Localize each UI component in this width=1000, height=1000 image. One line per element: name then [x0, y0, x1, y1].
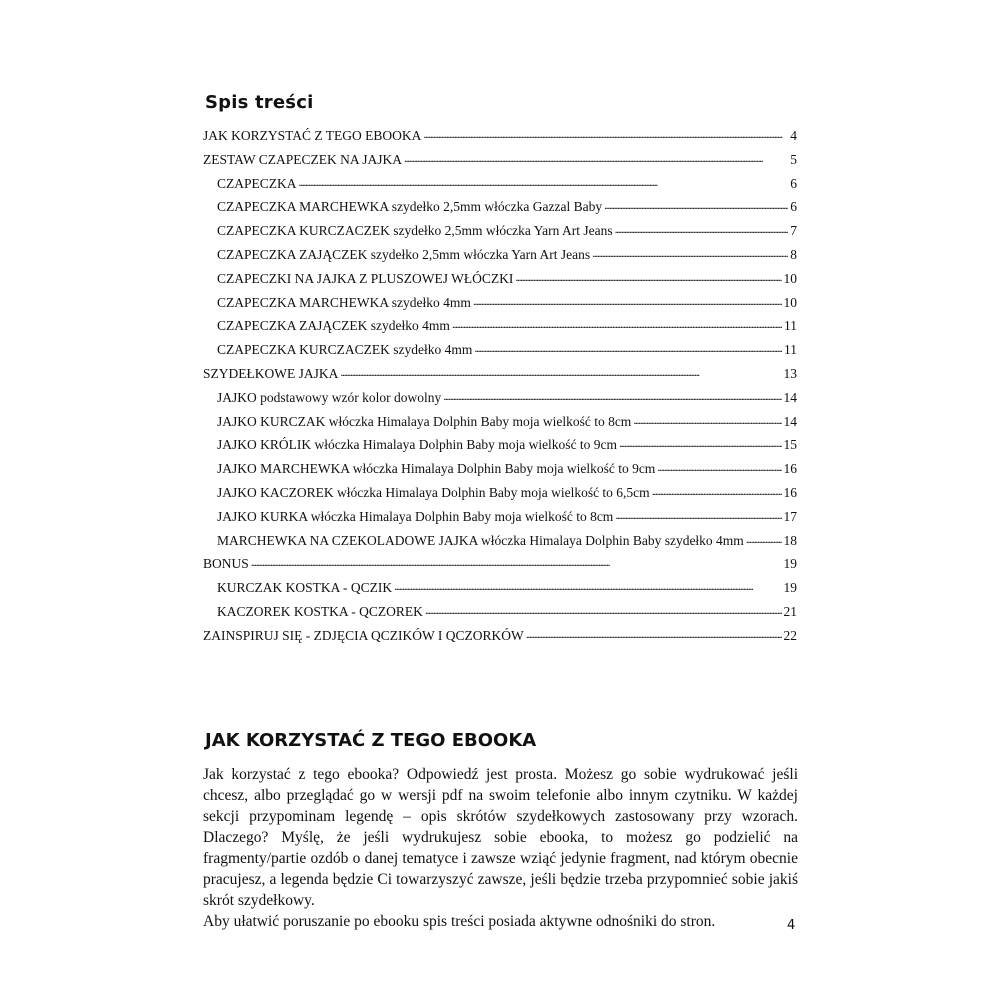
toc-dot-leader [633, 412, 781, 428]
toc-dot-leader [615, 507, 781, 523]
toc-entry-title: CZAPECZKA KURCZACZEK szydełko 2,5mm włóczka Yarn Art Jeans [217, 223, 613, 239]
toc-entry-title: CZAPECZKA ZAJĄCZEK szydełko 4mm [217, 318, 450, 334]
toc-entry-title: ZAINSPIRUJ SIĘ - ZDJĘCIA QCZIKÓW I QCZORKÓW [203, 627, 524, 643]
toc-entry[interactable] [203, 176, 797, 200]
toc-entry-title: BONUS [203, 556, 249, 572]
toc-entry-title: CZAPECZKA ZAJĄCZEK szydełko 2,5mm włóczka Yarn Art Jeans [217, 246, 591, 262]
toc-entry-title: CZAPECZKI NA JAJKA Z PLUSZOWEJ WŁÓCZKI [217, 270, 514, 286]
toc-entry[interactable] [203, 366, 797, 390]
toc-dot-leader [515, 269, 781, 285]
page-number: 4 [787, 918, 796, 933]
toc-entry[interactable] [203, 199, 797, 223]
toc-entry[interactable] [203, 247, 797, 271]
toc-entry-page: 5 [790, 151, 797, 167]
toc-entry-page: 10 [783, 294, 797, 310]
toc-entry-page: 13 [783, 365, 797, 381]
toc-dot-leader [452, 316, 782, 332]
toc-entry-title: KURCZAK KOSTKA - QCZIK [217, 580, 393, 596]
toc-entry[interactable] [203, 509, 797, 533]
toc-dot-leader [299, 174, 789, 190]
section-title: JAK KORZYSTAĆ Z TEGO EBOOKA [205, 730, 537, 751]
body-paragraph: Aby ułatwić poruszanie po ebooku spis treści posiada aktywne odnośniki do stron. [203, 913, 716, 930]
toc-dot-leader [526, 626, 782, 642]
toc-dot-leader [251, 554, 782, 570]
toc-dot-leader [340, 364, 781, 380]
toc-entry-title: SZYDEŁKOWE JAJKA [203, 365, 339, 381]
toc-entry[interactable] [203, 390, 797, 414]
toc-entry-page: 14 [783, 389, 797, 405]
toc-dot-leader [474, 340, 782, 356]
toc-entry-title: CZAPECZKA MARCHEWKA szydełko 2,5mm włóczka Gazzal Baby [217, 199, 603, 215]
table-of-contents [203, 128, 797, 652]
toc-entry-title: JAJKO KRÓLIK włóczka Himalaya Dolphin Baby moja wielkość to 9cm [217, 437, 618, 453]
toc-dot-leader [746, 531, 782, 547]
toc-entry-page: 11 [784, 318, 797, 334]
toc-entry-page: 19 [783, 556, 797, 572]
toc-entry[interactable] [203, 628, 797, 652]
toc-entry-page: 17 [783, 508, 797, 524]
toc-dot-leader [443, 388, 781, 404]
toc-dot-leader [615, 221, 789, 237]
toc-entry-page: 16 [783, 461, 797, 477]
toc-dot-leader [652, 483, 782, 499]
toc-entry[interactable] [203, 128, 797, 152]
toc-entry[interactable] [203, 223, 797, 247]
toc-entry-page: 21 [783, 603, 797, 619]
section-body [203, 764, 798, 932]
toc-entry[interactable] [203, 485, 797, 509]
toc-entry[interactable] [203, 461, 797, 485]
toc-entry-title: JAJKO KURKA włóczka Himalaya Dolphin Baby moja wielkość to 8cm [217, 508, 614, 524]
toc-entry-page: 11 [784, 342, 797, 358]
toc-dot-leader [425, 602, 782, 618]
toc-entry-title: MARCHEWKA NA CZEKOLADOWE JAJKA włóczka Himalaya Dolphin Baby szydełko 4mm [217, 532, 744, 548]
toc-entry-page: 8 [790, 246, 797, 262]
toc-entry-page: 10 [783, 270, 797, 286]
body-paragraph: Jak korzystać z tego ebooka? Odpowiedź jest prosta. Możesz go sobie wydrukować jeśli chcesz, albo przeglądać go w wersji pdf na swoim telefonie albo innym czytniku. W każdej sekcji przypominam legendę – opis skrótów szydełkowych zastosowany przy wzorach. Dlaczego? Myślę, że jeśli wydrukujesz sobie ebooka, to możesz go podzielić na fragmenty/partie ozdób o danej tematyce i zawsze wziąć jedynie fragment, nad którym obecnie pracujesz, a legenda będzie Ci towarzyszyć zawsze, jeśli będzie trzeba przypomnieć sobie jakiś skrót szydełkowy. [203, 766, 798, 909]
toc-entry-title: JAJKO podstawowy wzór kolor dowolny [217, 389, 442, 405]
toc-entry-page: 18 [783, 532, 797, 548]
toc-entry[interactable] [203, 271, 797, 295]
toc-dot-leader [394, 578, 781, 594]
toc-entry-page: 22 [783, 627, 797, 643]
toc-entry-page: 16 [783, 484, 797, 500]
toc-entry-title: ZESTAW CZAPECZEK NA JAJKA [203, 151, 402, 167]
toc-entry-page: 6 [790, 175, 797, 191]
toc-entry[interactable] [203, 414, 797, 438]
toc-entry[interactable] [203, 152, 797, 176]
toc-entry[interactable] [203, 342, 797, 366]
toc-entry[interactable] [203, 604, 797, 628]
toc-entry-title: KACZOREK KOSTKA - QCZOREK [217, 603, 423, 619]
toc-entry[interactable] [203, 318, 797, 342]
toc-entry-page: 7 [790, 223, 797, 239]
toc-entry[interactable] [203, 533, 797, 557]
toc-entry[interactable] [203, 437, 797, 461]
toc-dot-leader [604, 197, 788, 213]
toc-entry-page: 6 [790, 199, 797, 215]
toc-dot-leader [423, 126, 788, 142]
toc-entry-title: JAJKO KACZOREK włóczka Himalaya Dolphin Baby moja wielkość to 6,5cm [217, 484, 650, 500]
toc-entry-title: CZAPECZKA KURCZACZEK szydełko 4mm [217, 342, 473, 358]
toc-entry-title: CZAPECZKA MARCHEWKA szydełko 4mm [217, 294, 471, 310]
toc-entry-page: 19 [783, 580, 797, 596]
toc-entry-title: JAJKO MARCHEWKA włóczka Himalaya Dolphin Baby moja wielkość to 9cm [217, 461, 656, 477]
toc-title: Spis treści [205, 92, 314, 113]
toc-entry-title: CZAPECZKA [217, 175, 297, 191]
toc-dot-leader [592, 245, 788, 261]
toc-entry-title: JAK KORZYSTAĆ Z TEGO EBOOKA [203, 128, 422, 143]
toc-entry[interactable] [203, 556, 797, 580]
toc-entry-page: 4 [790, 128, 797, 143]
toc-entry[interactable] [203, 295, 797, 319]
toc-entry-page: 14 [783, 413, 797, 429]
toc-entry[interactable] [203, 580, 797, 604]
toc-dot-leader [657, 459, 781, 475]
toc-entry-page: 15 [783, 437, 797, 453]
toc-dot-leader [404, 150, 788, 166]
toc-dot-leader [473, 293, 782, 309]
toc-dot-leader [619, 435, 781, 451]
toc-entry-title: JAJKO KURCZAK włóczka Himalaya Dolphin Baby moja wielkość to 8cm [217, 413, 632, 429]
